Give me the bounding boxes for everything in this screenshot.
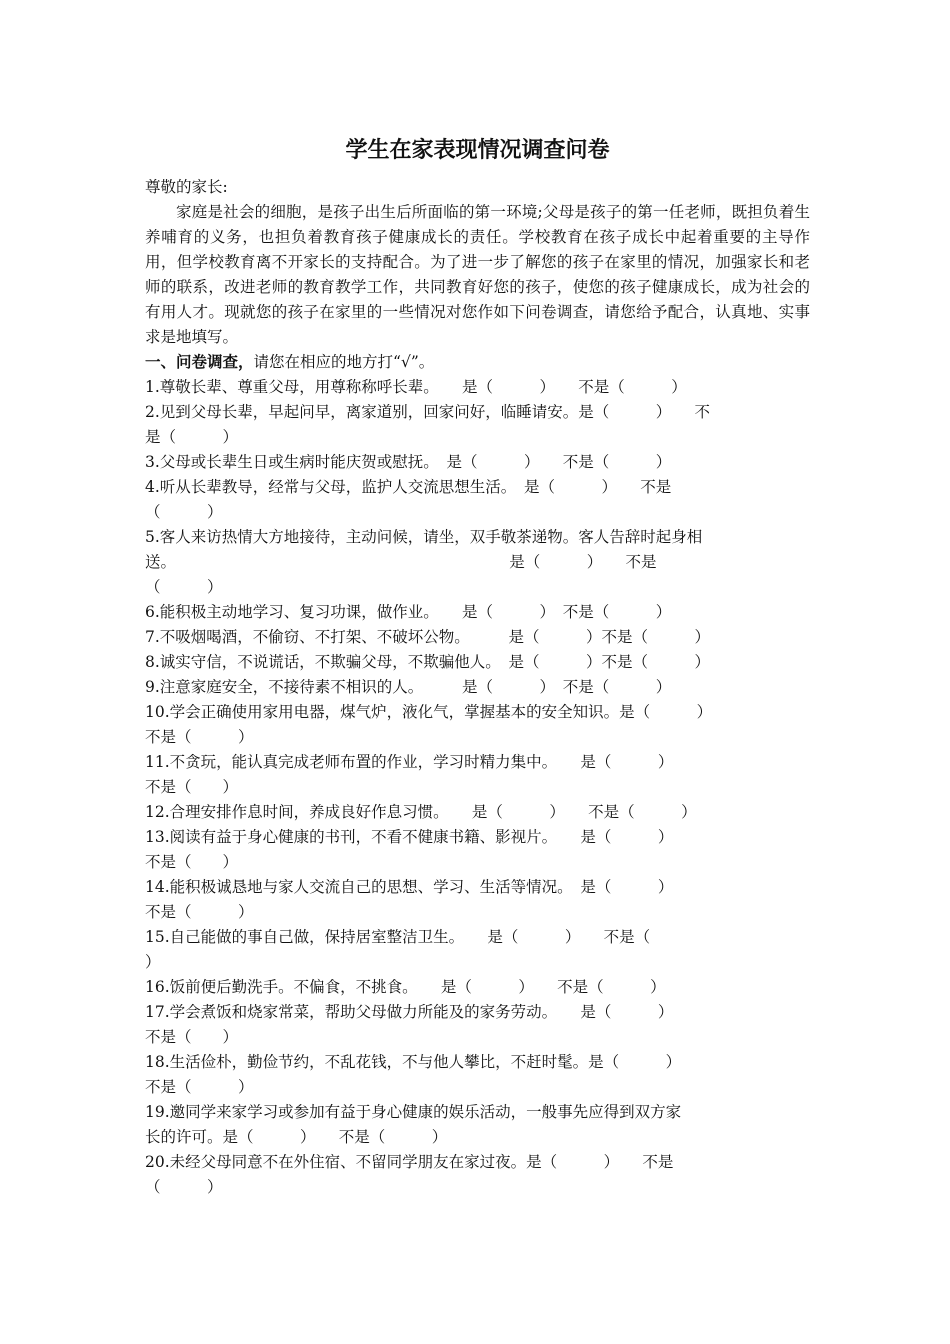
question-13-text: 13.阅读有益于身心健康的书刊，不看不健康书籍、影视片。 是（ ） bbox=[145, 828, 674, 846]
question-14 bbox=[145, 875, 810, 925]
question-11-text: 11.不贪玩，能认真完成老师布置的作业，学习时精力集中。 是（ ） bbox=[145, 753, 674, 771]
question-19 bbox=[145, 1100, 810, 1150]
question-4-text: 4.听从长辈教导，经常与父母，监护人交流思想生活。 是（ ） 不是 bbox=[145, 478, 672, 496]
question-20 bbox=[145, 1150, 810, 1200]
question-1-text: 1.尊敬长辈、尊重父母，用尊称称呼长辈。 是（ ） 不是（ ） bbox=[145, 378, 687, 396]
question-10 bbox=[145, 700, 810, 750]
question-11 bbox=[145, 750, 810, 800]
question-15-text-cont: ） bbox=[145, 953, 161, 971]
question-14-text: 14.能积极诚恳地与家人交流自己的思想、学习、生活等情况。 是（ ） bbox=[145, 878, 674, 896]
question-18-text-cont: 不是（ ） bbox=[145, 1078, 254, 1096]
question-15 bbox=[145, 925, 810, 975]
question-9 bbox=[145, 675, 810, 700]
question-6-text: 6.能积极主动地学习、复习功课，做作业。 是（ ） 不是（ ） bbox=[145, 603, 672, 621]
question-19-text-cont: 长的许可。是（ ） 不是（ ） bbox=[145, 1128, 448, 1146]
question-15-text: 15.自己能做的事自己做，保持居室整洁卫生。 是（ ） 不是（ bbox=[145, 928, 651, 946]
question-5-text-cont2: （ ） bbox=[145, 578, 223, 596]
question-12 bbox=[145, 800, 810, 825]
question-2 bbox=[145, 400, 810, 450]
question-17-text: 17.学会煮饭和烧家常菜，帮助父母做力所能及的家务劳动。 是（ ） bbox=[145, 1003, 674, 1021]
question-6 bbox=[145, 600, 810, 625]
section-instruction: 请您在相应的地方打“√”。 bbox=[253, 353, 435, 371]
question-12-text: 12.合理安排作息时间，养成良好作息习惯。 是（ ） 不是（ ） bbox=[145, 803, 697, 821]
question-7 bbox=[145, 625, 810, 650]
question-13-text-cont: 不是（ ） bbox=[145, 853, 239, 871]
question-8-text: 8.诚实守信，不说谎话，不欺骗父母，不欺骗他人。 是（ ）不是（ ） bbox=[145, 653, 711, 671]
question-4-text-cont: （ ） bbox=[145, 503, 223, 521]
question-19-text: 19.邀同学来家学习或参加有益于身心健康的娱乐活动，一般事先应得到双方家 bbox=[145, 1103, 682, 1121]
question-17-text-cont: 不是（ ） bbox=[145, 1028, 239, 1046]
page-title: 学生在家表现情况调查问卷 bbox=[345, 138, 610, 163]
question-10-text-cont: 不是（ ） bbox=[145, 728, 254, 746]
question-4 bbox=[145, 475, 810, 525]
question-3-text: 3.父母或长辈生日或生病时能庆贺或慰抚。 是（ ） 不是（ ） bbox=[145, 453, 672, 471]
question-20-text-cont: （ ） bbox=[145, 1178, 223, 1196]
question-8 bbox=[145, 650, 810, 675]
questionnaire-page bbox=[145, 133, 810, 1200]
question-7-text: 7.不吸烟喝酒，不偷窃、不打架、不破坏公物。 是（ ）不是（ ） bbox=[145, 628, 711, 646]
question-list bbox=[145, 375, 810, 1200]
question-20-text: 20.未经父母同意不在外住宿、不留同学朋友在家过夜。是（ ） 不是 bbox=[145, 1153, 674, 1171]
intro-paragraph: 家庭是社会的细胞，是孩子出生后所面临的第一环境;父母是孩子的第一任老师，既担负着生养哺育的义务，也担负着教育孩子健康成长的责任。学校教育在孩子成长中起着重要的主导作用，但学校教育离不开家长的支持配合。为了进一步了解您的孩子在家里的情况，加强家长和老师的联系，改进老师的教育教学工作，共同教育好您的孩子，使您的孩子健康成长，成为社会的有用人才。现就您的孩子在家里的一些情况对您作如下问卷调查，请您给予配合，认真地、实事求是地填写。 bbox=[145, 203, 810, 346]
question-16-text: 16.饭前便后勤洗手。不偏食，不挑食。 是（ ） 不是（ ） bbox=[145, 978, 666, 996]
question-14-text-cont: 不是（ ） bbox=[145, 903, 254, 921]
salutation: 尊敬的家长: bbox=[145, 178, 228, 196]
question-11-text-cont: 不是（ ） bbox=[145, 778, 239, 796]
question-16 bbox=[145, 975, 810, 1000]
section-heading bbox=[145, 350, 810, 375]
question-5-text: 5.客人来访热情大方地接待，主动问候，请坐，双手敬茶递物。客人告辞时起身相 bbox=[145, 528, 703, 546]
question-9-text: 9.注意家庭安全，不接待素不相识的人。 是（ ） 不是（ ） bbox=[145, 678, 672, 696]
question-2-text-cont: 是（ ） bbox=[145, 428, 239, 446]
question-18-text: 18.生活俭朴，勤俭节约，不乱花钱，不与他人攀比，不赶时髦。是（ ） bbox=[145, 1053, 682, 1071]
question-1 bbox=[145, 375, 810, 400]
question-5 bbox=[145, 525, 810, 600]
question-17 bbox=[145, 1000, 810, 1050]
question-10-text: 10.学会正确使用家用电器，煤气炉，液化气，掌握基本的安全知识。是（ ） bbox=[145, 703, 713, 721]
question-5-text-cont: 送。 是（ ） 不是 bbox=[145, 553, 657, 571]
question-13 bbox=[145, 825, 810, 875]
question-18 bbox=[145, 1050, 810, 1100]
question-3 bbox=[145, 450, 810, 475]
section-heading-label: 一、问卷调查， bbox=[145, 353, 254, 371]
question-2-text: 2.见到父母长辈，早起问早，离家道别，回家问好，临睡请安。是（ ） 不 bbox=[145, 403, 711, 421]
